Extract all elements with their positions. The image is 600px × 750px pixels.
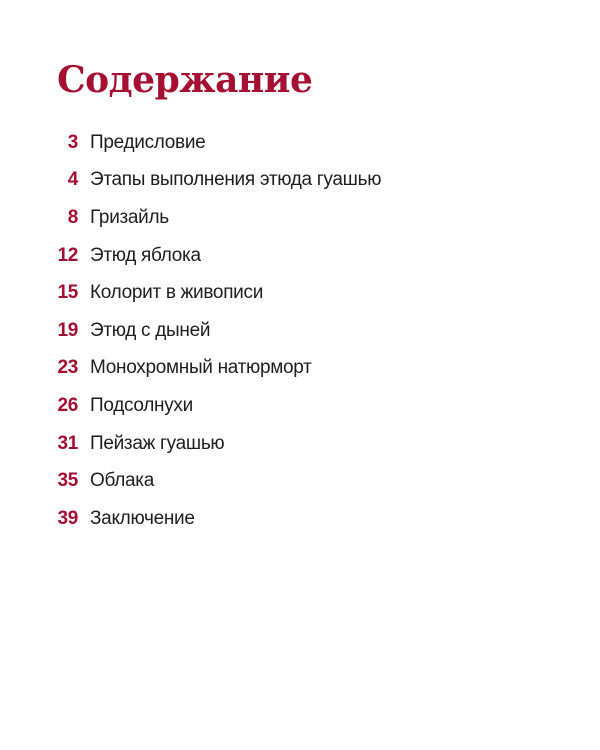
toc-entry-title: Подсолнухи: [90, 394, 193, 416]
toc-entry-title: Облака: [90, 470, 154, 492]
toc-page-number: 15: [57, 282, 78, 304]
toc-entry[interactable]: [0, 274, 600, 312]
toc-page-number: 12: [57, 244, 78, 266]
toc-entry-title: Предисловие: [90, 131, 206, 153]
toc-entry-title: Монохромный натюрморт: [90, 357, 312, 379]
toc-entry[interactable]: [0, 500, 600, 538]
toc-entry[interactable]: [0, 462, 600, 500]
toc-entry-title: Колорит в живописи: [90, 282, 264, 304]
toc-entry-title: Пейзаж гуашью: [90, 432, 225, 454]
toc-page-number: 3: [67, 131, 78, 153]
toc-entry[interactable]: [0, 387, 600, 425]
toc-entry[interactable]: [0, 350, 600, 388]
toc-page-number: 26: [57, 394, 78, 416]
toc-page-number: 8: [67, 206, 78, 228]
toc-page-number: 23: [57, 357, 78, 379]
table-of-contents: [0, 124, 600, 538]
toc-entry-title: Этюд с дыней: [90, 319, 211, 341]
toc-entry[interactable]: [0, 312, 600, 350]
toc-entry-title: Заключение: [90, 507, 195, 529]
toc-page-number: 19: [57, 319, 78, 341]
toc-page-number: 4: [67, 169, 78, 191]
toc-entry-title: Этюд яблока: [90, 244, 201, 266]
toc-page-number: 35: [57, 470, 78, 492]
toc-entry[interactable]: [0, 199, 600, 237]
toc-entry[interactable]: [0, 237, 600, 275]
toc-page-number: 31: [57, 432, 78, 454]
toc-entry-title: Этапы выполнения этюда гуашью: [90, 169, 382, 191]
toc-page-number: 39: [57, 507, 78, 529]
toc-entry[interactable]: [0, 124, 600, 162]
toc-entry-title: Гризайль: [90, 206, 169, 228]
toc-entry[interactable]: [0, 425, 600, 463]
toc-entry[interactable]: [0, 162, 600, 200]
page-title: Содержание: [57, 59, 313, 101]
